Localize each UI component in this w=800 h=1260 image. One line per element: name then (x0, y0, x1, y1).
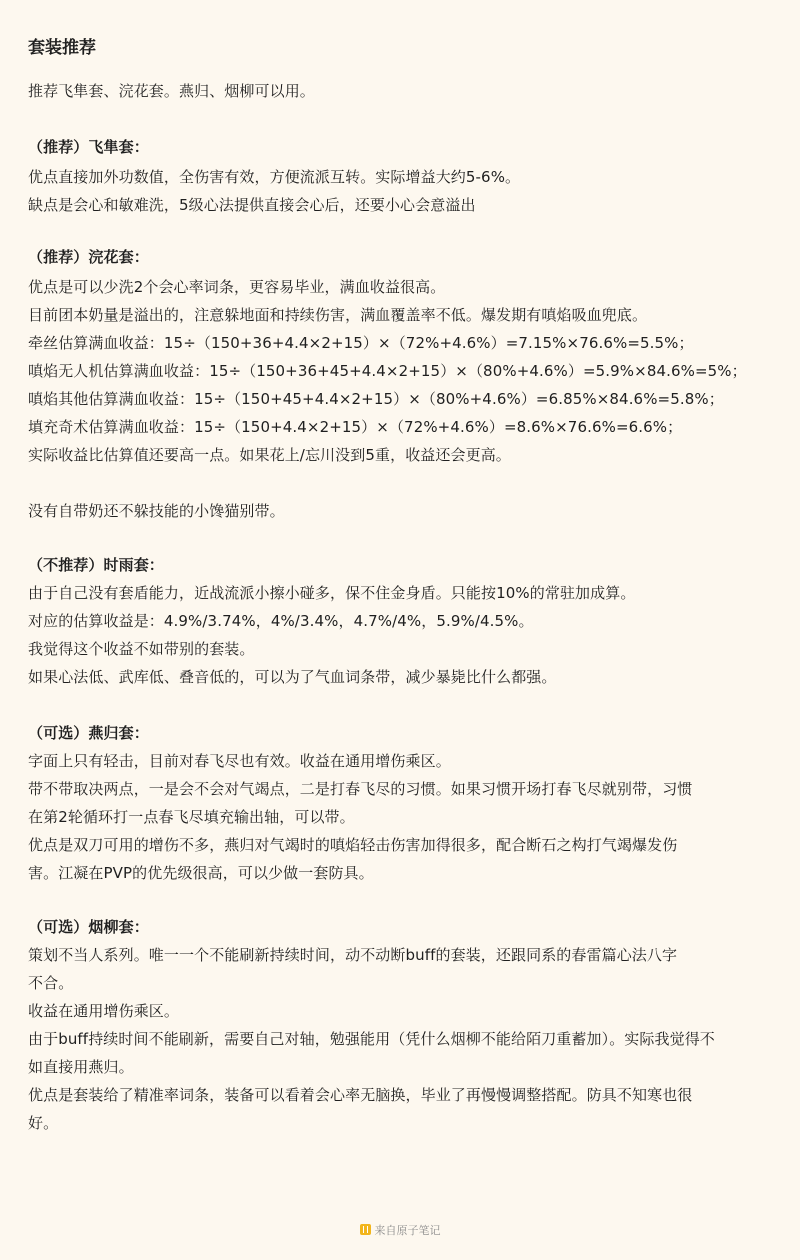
paragraph-line: 在第2轮循环打一点春飞尽填充输出轴，可以带。 (28, 808, 355, 826)
paragraph-line: 由于buff持续时间不能刷新，需要自己对轴，勉强能用（凭什么烟柳不能给陌刀重蓄加）。实际我觉得不 (28, 1030, 715, 1048)
paragraph-line: 不合。 (28, 974, 74, 992)
paragraph-line: 带不带取决两点，一是会不会对气竭点，二是打春飞尽的习惯。如果习惯开场打春飞尽就别带，习惯 (28, 780, 693, 798)
paragraph-line: 害。江凝在PVP的优先级很高，可以少做一套防具。 (28, 864, 374, 882)
source-footer (0, 1223, 800, 1239)
paragraph-line: 策划不当人系列。唯一一个不能刷新持续时间，动不动断buff的套装，还跟同系的春雷篇心法八字 (28, 946, 678, 964)
section-heading-yangui: （可选）燕归套： (28, 724, 149, 742)
intro-text: 推荐飞隼套、浣花套。燕归、烟柳可以用。 (28, 82, 315, 100)
notes-app-icon (360, 1224, 371, 1235)
paragraph-line: 我觉得这个收益不如带别的套装。 (28, 640, 255, 658)
paragraph-line: 优点是可以少洗2个会心率词条，更容易毕业，满血收益很高。 (28, 278, 446, 296)
formula-line: 嗔焰其他估算满血收益：15÷（150+45+4.4×2+15）×（80%+4.6%）=6.85%×84.6%=5.8%； (28, 390, 724, 408)
paragraph-line: 目前团本奶量是溢出的，注意躲地面和持续伤害，满血覆盖率不低。爆发期有嗔焰吸血兜底。 (28, 306, 648, 324)
paragraph-line: 优点是双刀可用的增伤不多，燕归对气竭时的嗔焰轻击伤害加得很多，配合断石之构打气竭爆发伤 (28, 836, 678, 854)
formula-line: 嗔焰无人机估算满血收益：15÷（150+36+45+4.4×2+15）×（80%+4.6%）=5.9%×84.6%=5%； (28, 362, 747, 380)
formula-line: 填充奇术估算满血收益：15÷（150+4.4×2+15）×（72%+4.6%）=8.6%×76.6%=6.6%； (28, 418, 683, 436)
paragraph-line: 如果心法低、武库低、叠音低的，可以为了气血词条带，减少暴毙比什么都强。 (28, 668, 557, 686)
paragraph-line: 如直接用燕归。 (28, 1058, 134, 1076)
paragraph-line: 优点直接加外功数值，全伤害有效，方便流派互转。实际增益大约5-6%。 (28, 168, 521, 186)
paragraph-line: 实际收益比估算值还要高一点。如果花上/忘川没到5重，收益还会更高。 (28, 446, 511, 464)
section-heading-feisun: （推荐）飞隼套： (28, 138, 149, 156)
note-line: 没有自带奶还不躲技能的小馋猫别带。 (28, 502, 285, 520)
paragraph-line: 收益在通用增伤乘区。 (28, 1002, 180, 1020)
section-heading-huanhua: （推荐）浣花套： (28, 248, 149, 266)
formula-line: 牵丝估算满血收益：15÷（150+36+4.4×2+15）×（72%+4.6%）=7.15%×76.6%=5.5%； (28, 334, 694, 352)
paragraph-line: 对应的估算收益是：4.9%/3.74%，4%/3.4%，4.7%/4%，5.9%/4.5%。 (28, 612, 534, 630)
section-heading-shiyu: （不推荐）时雨套： (28, 556, 164, 574)
paragraph-line: 缺点是会心和敏难洗，5级心法提供直接会心后，还要小心会意溢出 (28, 196, 476, 214)
paragraph-line: 由于自己没有套盾能力，近战流派小擦小碰多，保不住金身盾。只能按10%的常驻加成算。 (28, 584, 636, 602)
page-title: 套装推荐 (28, 38, 96, 58)
footer-label: 来自原子笔记 (374, 1224, 441, 1237)
paragraph-line: 好。 (28, 1114, 59, 1132)
paragraph-line: 字面上只有轻击，目前对春飞尽也有效。收益在通用增伤乘区。 (28, 752, 451, 770)
paragraph-line: 优点是套装给了精准率词条，装备可以看着会心率无脑换，毕业了再慢慢调整搭配。防具不知寒也很 (28, 1086, 693, 1104)
section-heading-yanliu: （可选）烟柳套： (28, 918, 149, 936)
